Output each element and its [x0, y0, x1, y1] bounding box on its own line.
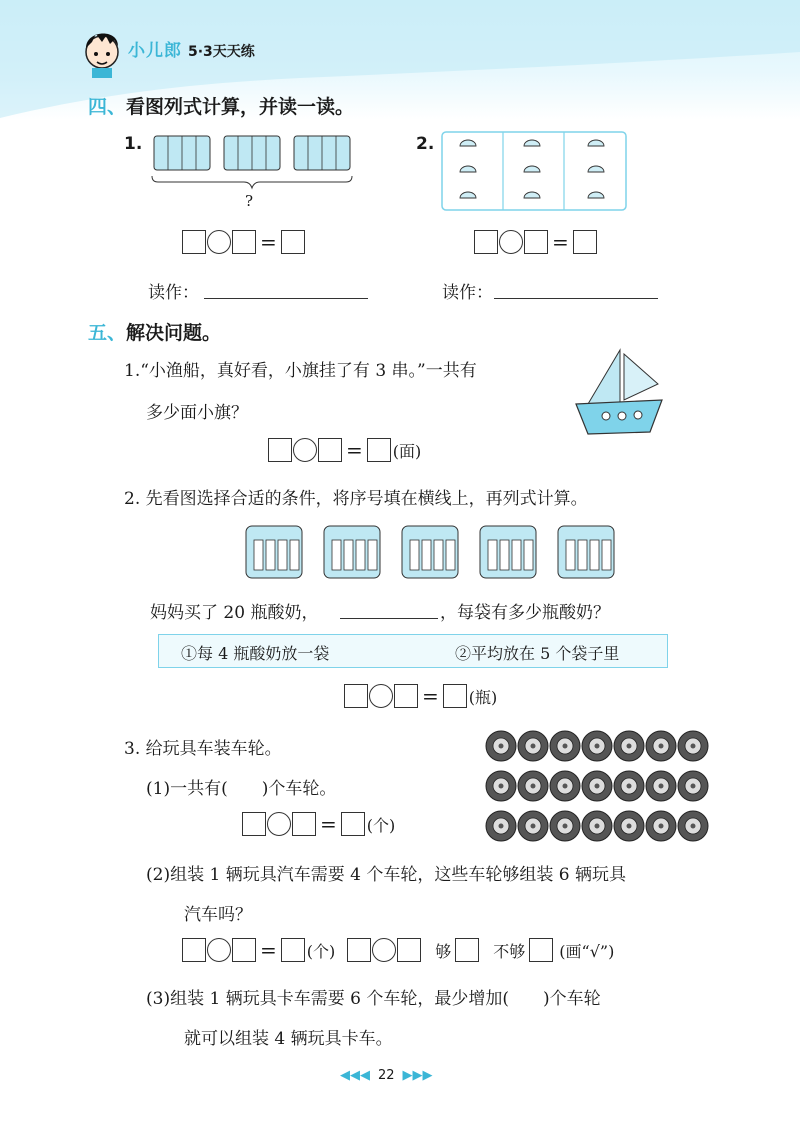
s5-q2-condition-blank[interactable]	[340, 618, 438, 619]
s4-q1-read-line[interactable]	[204, 298, 368, 299]
answer-box[interactable]	[292, 812, 316, 836]
answer-box[interactable]	[281, 938, 305, 962]
s5-q2-option2[interactable]: ②平均放在 5 个袋子里	[455, 644, 620, 663]
s5-q2-text-before: 妈妈买了 20 瓶酸奶，	[150, 603, 319, 623]
compare-circle[interactable]	[372, 938, 396, 962]
yogurt-bags-illustration	[240, 520, 620, 584]
not-enough-check-box[interactable]	[529, 938, 553, 962]
page-footer	[340, 1068, 433, 1083]
answer-box[interactable]	[232, 938, 256, 962]
operator-circle[interactable]	[207, 938, 231, 962]
brand-series: 5·3天天练	[188, 44, 255, 60]
mushroom-grid-illustration	[440, 130, 630, 212]
answer-box[interactable]	[367, 438, 391, 462]
operator-circle[interactable]	[499, 230, 523, 254]
tick-hint: (画“√”)	[559, 941, 615, 961]
section4-title-text: 看图列式计算，并读一读。	[126, 96, 355, 118]
s4-q2-read-label: 读作：	[442, 283, 493, 303]
s5-q1-unit: (面)	[392, 441, 422, 461]
brand	[128, 36, 255, 61]
s5-q1-line1: 1.“小渔船，真好看，小旗挂了有 3 串。”一共有	[124, 361, 477, 381]
answer-box[interactable]	[182, 230, 206, 254]
s5-q1-equation: = (面)	[268, 438, 421, 462]
operator-circle[interactable]	[207, 230, 231, 254]
enough-check-box[interactable]	[455, 938, 479, 962]
s5-q3-part2-equation: = (个) 够 不够 (画“√”)	[182, 938, 614, 962]
s5-q3-part1: (1)一共有( )个车轮。	[146, 779, 337, 799]
compare-box[interactable]	[347, 938, 371, 962]
section4-number: 四、	[88, 96, 127, 118]
compare-box[interactable]	[397, 938, 421, 962]
footer-right-arrows: ▶▶▶	[402, 1068, 433, 1083]
s5-q2-text-after: ，每袋有多少瓶酸奶？	[440, 603, 610, 623]
answer-box[interactable]	[242, 812, 266, 836]
answer-box[interactable]	[394, 684, 418, 708]
s5-q2-option1[interactable]: ①每 4 瓶酸奶放一袋	[181, 644, 330, 663]
s5-q2-unit: (瓶)	[468, 687, 498, 707]
s5-q2-equation: = (瓶)	[344, 684, 497, 708]
s4-q1-question-mark: ?	[245, 192, 254, 210]
not-enough-label: 不够	[493, 941, 526, 961]
s4-q1-equation: =	[182, 230, 305, 254]
s4-q2-number: 2.	[416, 134, 435, 154]
s5-q3-part2-line1: (2)组装 1 辆玩具汽车需要 4 个车轮，这些车轮够组装 6 辆玩具	[146, 865, 626, 885]
s5-q3-part3-line2: 就可以组装 4 辆玩具卡车。	[184, 1029, 393, 1049]
boy-mascot-icon	[78, 22, 126, 78]
s4-q1-number: 1.	[124, 134, 143, 154]
s5-q3-part1-unit: (个)	[366, 815, 396, 835]
operator-circle[interactable]	[293, 438, 317, 462]
section5-number: 五、	[88, 322, 127, 344]
s5-q3-part2-unit: (个)	[306, 941, 336, 961]
section4-title	[88, 92, 354, 119]
section5-title	[88, 318, 221, 345]
s5-q3-part2-line2: 汽车吗？	[184, 905, 252, 925]
footer-left-arrows: ◀◀◀	[340, 1068, 370, 1083]
s4-q2-equation: =	[474, 230, 597, 254]
answer-box[interactable]	[281, 230, 305, 254]
brand-name: 小儿郎	[128, 41, 182, 61]
tires-illustration	[484, 726, 714, 846]
s5-q3-part3-line1: (3)组装 1 辆玩具卡车需要 6 个车轮，最少增加( )个车轮	[146, 989, 601, 1009]
answer-box[interactable]	[443, 684, 467, 708]
s5-q1-line2: 多少面小旗？	[146, 403, 248, 423]
enough-label: 够	[435, 941, 452, 961]
answer-box[interactable]	[524, 230, 548, 254]
answer-box[interactable]	[573, 230, 597, 254]
answer-box[interactable]	[268, 438, 292, 462]
s5-q2-options-box	[158, 634, 668, 668]
operator-circle[interactable]	[369, 684, 393, 708]
s5-q3-part1-equation: = (个)	[242, 812, 395, 836]
page-number: 22	[378, 1068, 395, 1083]
answer-box[interactable]	[232, 230, 256, 254]
s5-q3-title: 3. 给玩具车装车轮。	[124, 739, 282, 759]
s5-q2-line1: 2. 先看图选择合适的条件，将序号填在横线上，再列式计算。	[124, 489, 588, 509]
answer-box[interactable]	[341, 812, 365, 836]
s4-q1-read-label: 读作：	[148, 283, 199, 303]
answer-box[interactable]	[318, 438, 342, 462]
section5-title-text: 解决问题。	[126, 322, 222, 344]
operator-circle[interactable]	[267, 812, 291, 836]
fishing-boat-illustration	[570, 344, 666, 440]
answer-box[interactable]	[182, 938, 206, 962]
answer-box[interactable]	[344, 684, 368, 708]
answer-box[interactable]	[474, 230, 498, 254]
s4-q2-read-line[interactable]	[494, 298, 658, 299]
